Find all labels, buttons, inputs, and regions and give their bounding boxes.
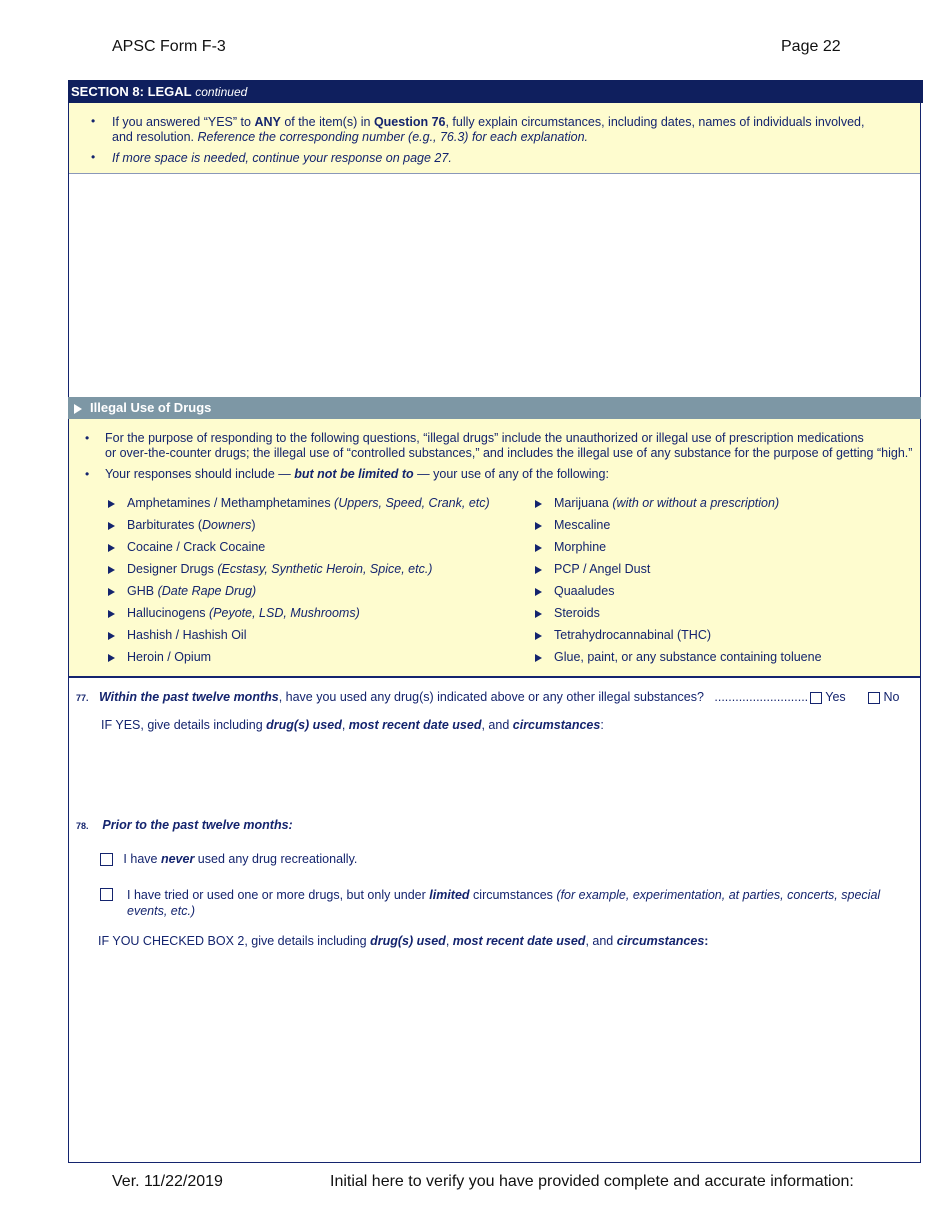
q78-details-field[interactable] xyxy=(100,955,915,1155)
triangle-icon xyxy=(108,544,115,552)
drug-list-item: Amphetamines / Methamphetamines (Uppers, Speed, Crank, etc) xyxy=(108,495,490,511)
drug-list-item: Steroids xyxy=(535,605,600,621)
triangle-icon xyxy=(108,500,115,508)
q77-no-option[interactable]: No xyxy=(868,689,899,705)
drugs-include: Your responses should include — but not be limited to — your use of any of the following: xyxy=(105,467,609,481)
question-77: 77. Within the past twelve months, have you used any drug(s) indicated above or any other illegal substances? ........................... xyxy=(76,690,809,704)
q78-limited-checkbox[interactable] xyxy=(100,888,113,901)
triangle-icon xyxy=(108,654,115,662)
triangle-icon xyxy=(108,566,115,574)
bullet: • xyxy=(91,150,96,164)
triangle-icon xyxy=(535,544,542,552)
triangle-icon xyxy=(535,654,542,662)
drug-list-item: Morphine xyxy=(535,539,606,555)
drugs-section-header: Illegal Use of Drugs xyxy=(68,397,921,419)
drug-list-item: Quaaludes xyxy=(535,583,614,599)
drug-list-item: Hallucinogens (Peyote, LSD, Mushrooms) xyxy=(108,605,360,621)
section-header xyxy=(68,80,923,103)
question-78: 78. Prior to the past twelve months: xyxy=(76,818,293,832)
drug-list-item: Cocaine / Crack Cocaine xyxy=(108,539,265,555)
triangle-icon xyxy=(108,588,115,596)
triangle-icon xyxy=(108,610,115,618)
drug-list-item: Mescaline xyxy=(535,517,610,533)
section-continued: continued xyxy=(195,85,248,99)
drug-list-item: GHB (Date Rape Drug) xyxy=(108,583,256,599)
drug-list-item: Heroin / Opium xyxy=(108,649,211,665)
bullet: • xyxy=(91,114,96,128)
drug-list-item: Tetrahydrocannabinal (THC) xyxy=(535,627,711,643)
version-label: Ver. 11/22/2019 xyxy=(112,1173,223,1190)
initial-prompt: Initial here to verify you have provided complete and accurate information: xyxy=(330,1173,854,1190)
drug-list-item: Designer Drugs (Ecstasy, Synthetic Heroin, Spice, etc.) xyxy=(108,561,432,577)
explanation-field[interactable] xyxy=(69,174,920,395)
triangle-icon xyxy=(535,610,542,618)
section-title: SECTION 8: LEGAL xyxy=(71,84,192,99)
triangle-icon xyxy=(535,500,542,508)
drugs-definition: For the purpose of responding to the following questions, “illegal drugs” include the unauthorized or illegal use of prescription medications or over-the-counter drugs; the illegal use of “controlled substances,” and includes the illegal use of any substance for the purpose of getting “high.” xyxy=(105,431,913,460)
drug-list-item: Hashish / Hashish Oil xyxy=(108,627,247,643)
drug-list-item: PCP / Angel Dust xyxy=(535,561,650,577)
drug-list-item: Glue, paint, or any substance containing toluene xyxy=(535,649,822,665)
q77-yes-option[interactable]: Yes xyxy=(810,689,846,705)
q77-details-prompt: IF YES, give details including drug(s) used, most recent date used, and circumstances: xyxy=(101,718,604,732)
triangle-icon xyxy=(535,588,542,596)
divider xyxy=(69,677,920,678)
page-number: Page 22 xyxy=(781,38,841,55)
triangle-icon xyxy=(108,522,115,530)
form-title: APSC Form F-3 xyxy=(112,38,226,55)
q78-option-limited[interactable]: I have tried or used one or more drugs, but only under limited circumstances (for example, experimentation, at parties, concerts, special events, etc.) xyxy=(127,888,881,918)
instruction-1: If you answered “YES” to ANY of the item(s) in Question 76, fully explain circumstances, including dates, names of individuals involved, and resolution. Reference the corresponding number (e.g., 76.3) for each explanation. xyxy=(112,115,865,144)
bullet: • xyxy=(85,467,90,481)
q78-details-prompt: IF YOU CHECKED BOX 2, give details including drug(s) used, most recent date used, and circumstances: xyxy=(98,934,709,948)
triangle-icon xyxy=(535,522,542,530)
q77-yes-checkbox[interactable] xyxy=(810,692,822,704)
q78-option-never[interactable]: I have never used any drug recreationally. xyxy=(100,851,357,867)
drug-list-item: Barbiturates (Downers) xyxy=(108,517,256,533)
triangle-icon xyxy=(535,632,542,640)
triangle-icon xyxy=(74,404,82,414)
q78-never-checkbox[interactable] xyxy=(100,853,113,866)
instruction-2: If more space is needed, continue your response on page 27. xyxy=(112,151,452,165)
triangle-icon xyxy=(108,632,115,640)
q77-no-checkbox[interactable] xyxy=(868,692,880,704)
triangle-icon xyxy=(535,566,542,574)
bullet: • xyxy=(85,431,90,445)
drug-list-item: Marijuana (with or without a prescription) xyxy=(535,495,779,511)
q77-details-field[interactable] xyxy=(100,736,915,806)
